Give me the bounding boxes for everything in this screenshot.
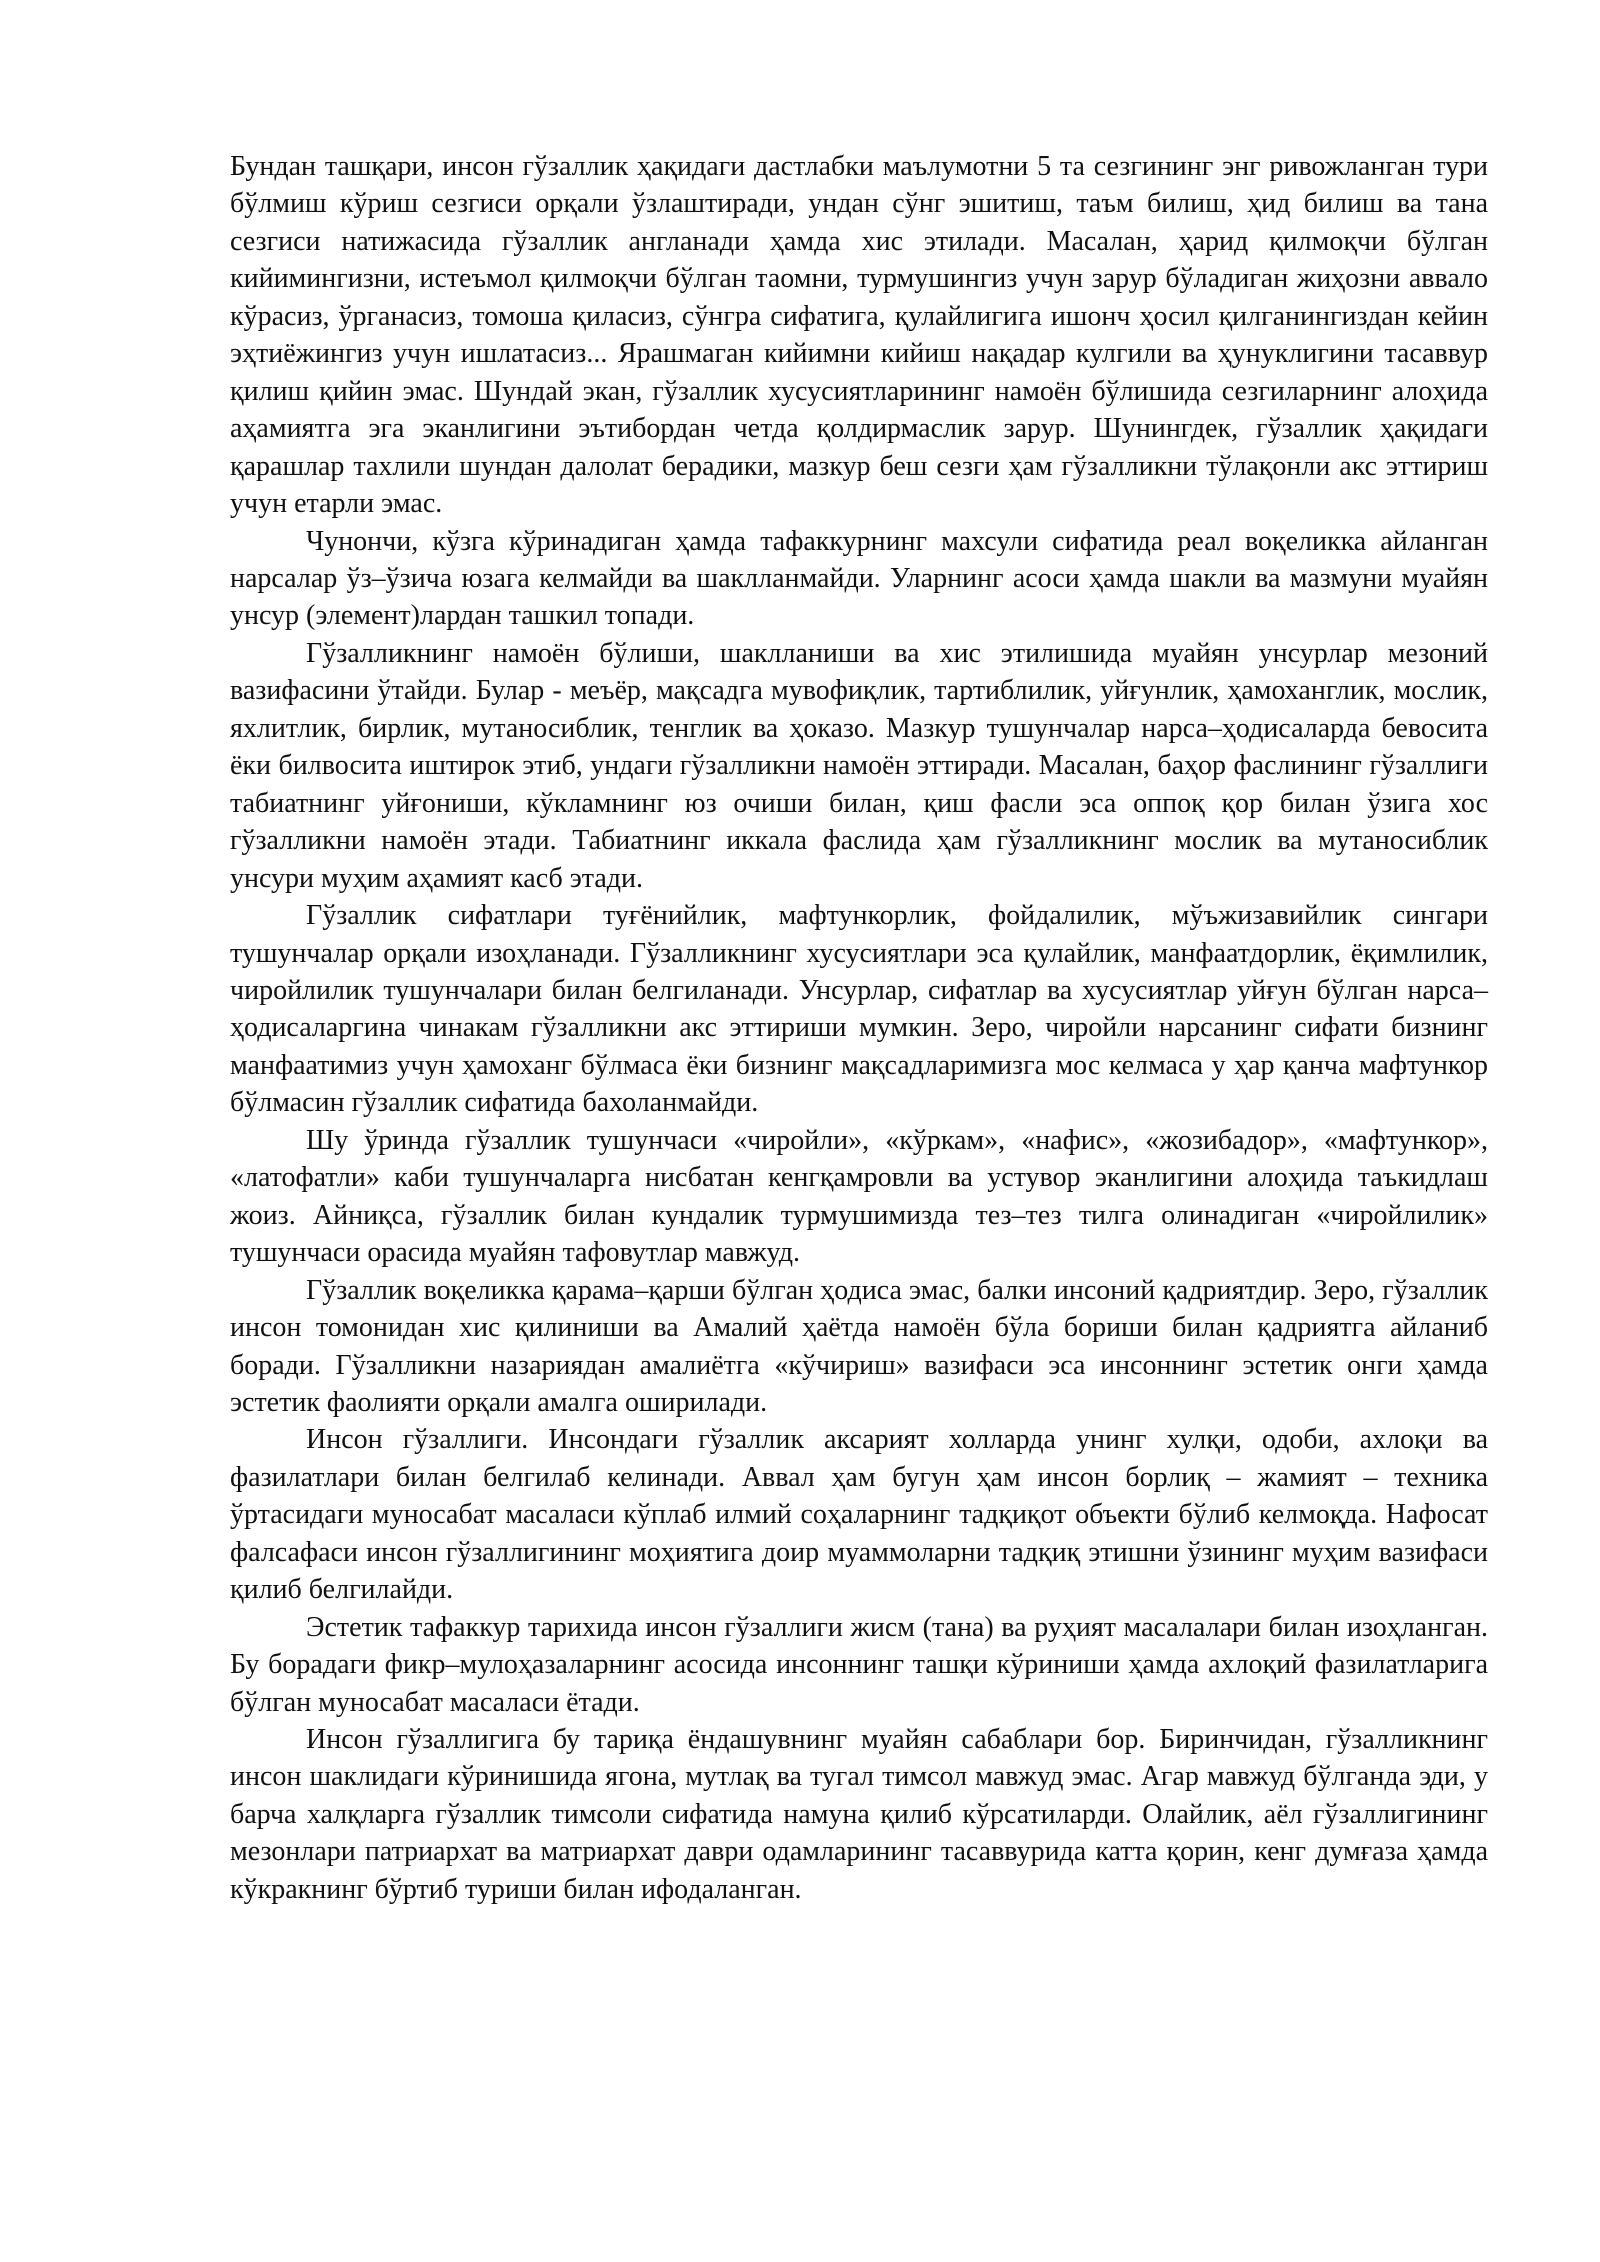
paragraph-2: Чунончи, кўзга кўринадиган ҳамда тафаккурнинг махсули сифатида реал воқеликка айланган нарсалар ўз–ўзича юзага келмайди ва шаклланмайди. Уларнинг асоси ҳамда шакли ва мазмуни муайян унсур (элемент)лардан ташкил топади. — [230, 525, 1488, 632]
paragraph-3: Гўзалликнинг намоён бўлиши, шаклланиши ва хис этилишида муайян унсурлар мезоний вазифасини ўтайди. Булар - меъёр, мақсадга мувофиқлик, тартиблилик, уйғунлик, ҳамоханглик, мослик, яхлитлик, бирлик, мутаносиблик, тенглик ва ҳоказо. Мазкур тушунчалар нарса–ҳодисаларда бевосита ёки билвосита иштирок этиб, ундаги гўзалликни намоён эттиради. Масалан, баҳор фаслининг гўзаллиги табиатнинг уйғониши, кўкламнинг юз очиши билан, қиш фасли эса оппоқ қор билан ўзига хос гўзалликни намоён этади. Табиатнинг иккала фаслида ҳам гўзалликнинг мослик ва мутаносиблик унсури муҳим аҳамият касб этади. — [230, 637, 1488, 894]
paragraph-7: Инсон гўзаллиги. Инсондаги гўзаллик аксарият холларда унинг хулқи, одоби, ахлоқи ва фазилатлари билан белгилаб келинади. Аввал ҳам бугун ҳам инсон борлиқ – жамият – техника ўртасидаги муносабат масаласи кўплаб илмий соҳаларнинг тадқиқот объекти бўлиб келмоқда. Нафосат фалсафаси инсон гўзаллигининг моҳиятига доир муаммоларни тадқиқ этишни ўзининг муҳим вазифаси қилиб белгилайди. — [230, 1424, 1488, 1606]
document-body — [230, 148, 1488, 1908]
paragraph-6: Гўзаллик воқеликка қарама–қарши бўлган ҳодиса эмас, балки инсоний қадриятдир. Зеро, гўзаллик инсон томонидан хис қилиниши ва Амалий ҳаётда намоён бўла бориши билан қадриятга айланиб боради. Гўзалликни назариядан амалиётга «кўчириш» вазифаси эса инсоннинг эстетик онги ҳамда эстетик фаолияти орқали амалга оширилади. — [230, 1274, 1488, 1418]
paragraph-4: Гўзаллик сифатлари туғёнийлик, мафтункорлик, фойдалилик, мўъжизавийлик сингари тушунчалар орқали изоҳланади. Гўзалликнинг хусусиятлари эса қулайлик, манфаатдорлик, ёқимлилик, чиройлилик тушунчалари билан белгиланади. Унсурлар, сифатлар ва хусусиятлар уйғун бўлган нарса–ҳодисаларгина чинакам гўзалликни акс эттириши мумкин. Зеро, чиройли нарсанинг сифати бизнинг манфаатимиз учун ҳамоханг бўлмаса ёки бизнинг мақсадларимизга мос келмаса у ҳар қанча мафтункор бўлмасин гўзаллик сифатида бахоланмайди. — [230, 900, 1488, 1119]
paragraph-1: Бундан ташқари, инсон гўзаллик ҳақидаги дастлабки маълумотни 5 та сезгининг энг ривожланган тури бўлмиш кўриш сезгиси орқали ўзлаштиради, ундан сўнг эшитиш, таъм билиш, ҳид билиш ва тана сезгиси натижасида гўзаллик англанади ҳамда хис этилади. Масалан, ҳарид қилмоқчи бўлган кийимингизни, истеъмол қилмоқчи бўлган таомни, турмушингиз учун зарур бўладиган жиҳозни аввало кўрасиз, ўрганасиз, томоша қиласиз, сўнгра сифатига, қулайлигига ишонч ҳосил қилганингиздан кейин эҳтиёжингиз учун ишлатасиз... Ярашмаган кийимни кийиш нақадар кулгили ва ҳунуклигини тасаввур қилиш қийин эмас. Шундай экан, гўзаллик хусусиятларининг намоён бўлишида сезгиларнинг алоҳида аҳамиятга эга эканлигини эътибордан четда қолдирмаслик зарур. Шунингдек, гўзаллик ҳақидаги қарашлар тахлили шундан далолат берадики, мазкур беш сезги ҳам гўзалликни тўлақонли акс эттириш учун етарли эмас. — [230, 151, 1488, 520]
paragraph-8: Эстетик тафаккур тарихида инсон гўзаллиги жисм (тана) ва руҳият масалалари билан изоҳланган. Бу борадаги фикр–мулоҳазаларнинг асосида инсоннинг ташқи кўриниши ҳамда ахлоқий фазилатларига бўлган муносабат масаласи ётади. — [230, 1611, 1488, 1718]
paragraph-9: Инсон гўзаллигига бу тариқа ёндашувнинг муайян сабаблари бор. Биринчидан, гўзалликнинг инсон шаклидаги кўринишида ягона, мутлақ ва тугал тимсол мавжуд эмас. Агар мавжуд бўлганда эди, у барча халқларга гўзаллик тимсоли сифатида намуна қилиб кўрсатиларди. Олайлик, аёл гўзаллигининг мезонлари патриархат ва матриархат даври одамларининг тасаввурида катта қорин, кенг думғаза ҳамда кўкракнинг бўртиб туриши билан ифодаланган. — [230, 1724, 1488, 1905]
paragraph-5: Шу ўринда гўзаллик тушунчаси «чиройли», «кўркам», «нафис», «жозибадор», «мафтункор», «латофатли» каби тушунчаларга нисбатан кенгқамровли ва устувор эканлигини алоҳида таъкидлаш жоиз. Айниқса, гўзаллик билан кундалик турмушимизда тез–тез тилга олинадиган «чиройлилик» тушунчаси орасида муайян тафовутлар мавжуд. — [230, 1124, 1488, 1269]
